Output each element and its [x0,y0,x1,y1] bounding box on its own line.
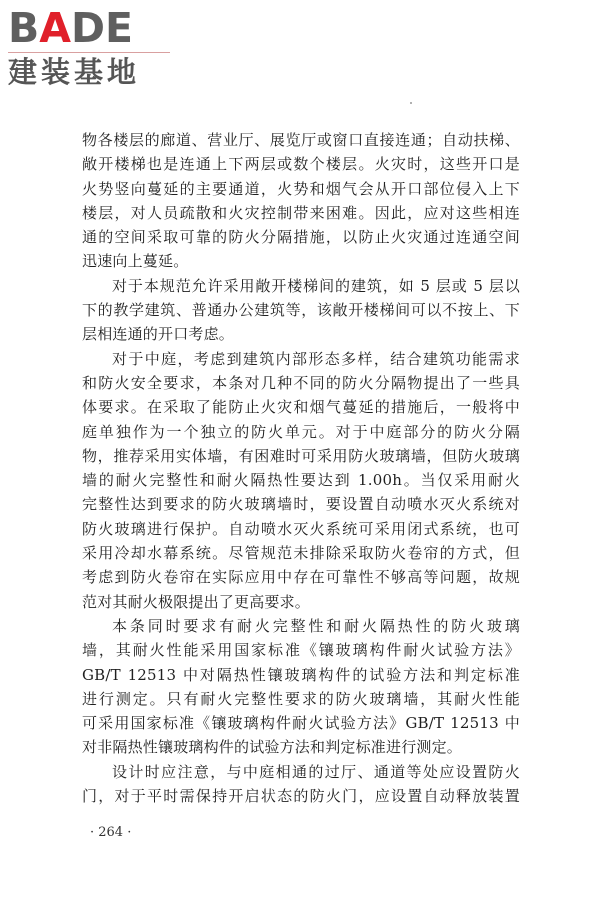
text-line: 物各楼层的廊道、营业厅、展览厅或窗口直接连通；自动扶梯、 [82,131,520,149]
text-line: 敞开楼梯也是连通上下两层或数个楼层。火灾时，这些开口是 [82,155,520,174]
scan-dot [410,102,412,104]
text-line: 对于本规范允许采用敞开楼梯间的建筑，如 5 层或 5 层以 [112,276,520,295]
page-number: · 264 · [90,825,132,840]
text-line: 庭单独作为一个独立的防火单元。对于中庭部分的防火分隔 [82,422,520,441]
text-line: GB/T 12513 中对隔热性镶玻璃构件的试验方法和判定标准 [82,665,520,684]
text-line: 火势竖向蔓延的主要通道，火势和烟气会从开口部位侵入上下 [82,179,520,198]
text-line: 本条同时要求有耐火完整性和耐火隔热性的防火玻璃 [112,616,520,635]
text-line: 楼层，对人员疏散和火灾控制带来困难。因此，应对这些相连 [82,203,520,222]
text-line: 物，推荐采用实体墙，有困难时可采用防火玻璃墙，但防火玻璃 [82,446,520,465]
text-line: 可采用国家标准《镶玻璃构件耐火试验方法》GB/T 12513 中 [82,714,520,733]
logo-subtitle: 建装基地 [8,55,141,89]
document-body [82,128,520,808]
text-line: 对于中庭，考虑到建筑内部形态多样，结合建筑功能需求 [112,349,520,368]
text-line: 设计时应注意，与中庭相通的过厅、通道等处应设置防火 [112,762,520,781]
text-line: 通的空间采取可靠的防火分隔措施，以防止火灾通过连通空间 [82,228,520,247]
text-line: 体要求。在采取了能防止火灾和烟气蔓延的措施后，一般将中 [82,398,520,417]
text-line: 完整性达到要求的防火玻璃墙时，要设置自动喷水灭火系统对 [82,495,520,514]
text-line: 墙，其耐火性能采用国家标准《镶玻璃构件耐火试验方法》 [82,641,520,660]
text-line: 对非隔热性镶玻璃构件的试验方法和判定标准进行测定。 [82,738,463,757]
text-line: 防火玻璃进行保护。自动喷水灭火系统可采用闭式系统，也可 [82,519,520,538]
text-line: 和防火安全要求，本条对几种不同的防火分隔物提出了一些具 [82,373,520,392]
text-line: 墙的耐火完整性和耐火隔热性要达到 1.00h。当仅采用耐火 [82,471,520,490]
bade-logo [8,6,178,96]
text-line: 范对其耐火极限提出了更高要求。 [82,592,311,611]
text-line: 采用冷却水幕系统。尽管规范未排除采取防火卷帘的方式，但 [82,544,520,563]
text-line: 层相连通的开口考虑。 [82,325,235,344]
text-line: 门，对于平时需保持开启状态的防火门，应设置自动释放装置 [82,787,520,806]
text-line: 考虑到防火卷帘在实际应用中存在可靠性不够高等问题，故规 [82,568,520,587]
text-line: 迅速向上蔓延。 [82,252,189,271]
logo-wordmark: BADE [8,4,134,52]
text-line: 进行测定。只有耐火完整性要求的防火玻璃墙，其耐火性能 [82,689,520,708]
text-line: 下的教学建筑、普通办公建筑等，该敞开楼梯间可以不按上、下 [82,301,520,320]
logo-divider [8,52,170,53]
